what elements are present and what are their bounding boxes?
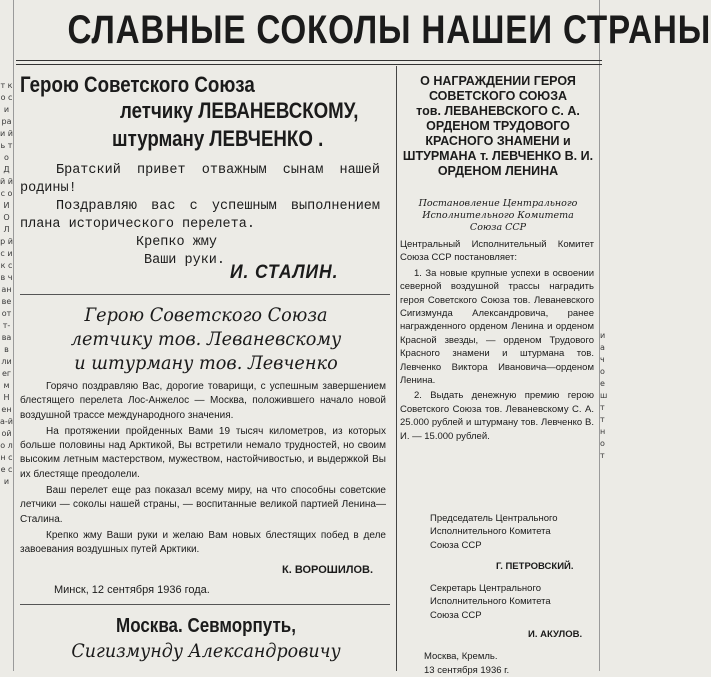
decree-body — [400, 238, 594, 445]
stalin-heading-line-1: Герою Советского Союза — [20, 72, 255, 97]
stalin-telegram-body — [20, 162, 380, 270]
stalin-paragraph: Братский привет отважным сынам нашей родины! — [20, 163, 380, 196]
chairman-title-line: Союза ССР — [430, 539, 482, 551]
voroshilov-paragraph: На протяжении пройденных Вами 19 тысяч километров, из которых больше половины над Арктикой, Вы встретили немало трудностей, но своим высоким летным мастерством, мужеством, настойчивостью, и выдержкой Вы их блестяще преодолели. — [20, 425, 386, 480]
decree-heading-line: О НАГРАЖДЕНИИ ГЕРОЯ — [420, 74, 576, 88]
page-headline: СЛАВНЫЕ СОКОЛЫ НАШЕИ СТРАНЫ — [67, 8, 711, 52]
secretary-title-line: Исполнительного Комитета — [430, 596, 551, 608]
decree-item: 1. За новые крупные успехи в освоении северной воздушной трассы наградить героя Советского Союза тов. Леваневского Сигизмунда Александровича, ранее награжденного орденом Ленина и орденом Красной звезды, — орденом Трудового Красного знамени и штурмана тов. Левченко Виктора Ивановича—орденом Ленина. — [400, 267, 594, 387]
secretary-title-line: Союза ССР — [430, 609, 482, 621]
voroshilov-heading-line-3: и штурману тов. Левченко — [74, 352, 338, 374]
decree-heading-line: ОРДЕНОМ ЛЕНИНА — [437, 164, 559, 178]
decree-item: 2. Выдать денежную премию герою Советского Союза тов. Леваневскому С. А. 25.000 рублей и штурману тов. Левченко В. И. — 15.000 рублей. — [400, 390, 594, 442]
voroshilov-paragraph: Горячо поздравляю Вас, дорогие товарищи, с успешным завершением блестящего перелета Лос-Анжелос — Москва, положившего начало новой воздушной трассе международного значения. — [20, 381, 386, 421]
decree-intro: Центральный Исполнительный Комитет Союза ССР постановляет: — [400, 239, 594, 264]
stalin-signature: И. СТАЛИН. — [230, 262, 339, 283]
bottom-heading-line-2: Сигизмунду Александровичу — [71, 640, 341, 662]
voroshilov-heading-line-1: Герою Советского Союза — [84, 304, 328, 326]
decree-heading-line: ШТУРМАНА т. ЛЕВЧЕНКО В. И. — [402, 149, 594, 163]
secretary-title — [430, 582, 551, 622]
voroshilov-date: Минск, 12 сентября 1936 года. — [54, 584, 210, 596]
decree-place: Москва, Кремль. — [424, 651, 498, 662]
secretary-title-line: Секретарь Центрального — [430, 583, 541, 594]
voroshilov-paragraph: Ваш перелет еще раз показал всему миру, на что способны советские летчики — соколы нашей страны, — воспитанные великой партией Ленина—Сталина. — [20, 485, 386, 525]
column-divider — [396, 66, 397, 671]
decree-heading-line: ОРДЕНОМ ТРУДОВОГО — [426, 119, 570, 133]
headline-rule — [16, 60, 602, 65]
stalin-heading-line-2: летчику ЛЕВАНЕВСКОМУ, — [120, 98, 359, 123]
decree-subheading-line: Исполнительного Комитета — [422, 210, 574, 221]
chairman-title-line: Исполнительного Комитета — [430, 526, 551, 538]
voroshilov-paragraph: Крепко жму Ваши руки и желаю Вам новых блестящих побед в деле завоевания воздушных путей Арктики. — [20, 529, 386, 556]
bottom-heading-line-1: Москва. Севморпуть, — [116, 615, 296, 637]
stalin-closing-2: Ваши руки. — [144, 253, 226, 268]
secretary-signature: И. АКУЛОВ. — [528, 629, 583, 640]
chairman-title-line: Председатель Центрального — [430, 513, 558, 524]
chairman-signature: Г. ПЕТРОВСКИЙ. — [496, 561, 574, 572]
decree-heading-line: КРАСНОГО ЗНАМЕНИ и — [425, 134, 571, 148]
decree-heading-line: тов. ЛЕВАНЕВСКОГО С. А. — [416, 104, 580, 118]
voroshilov-telegram-body — [20, 380, 386, 560]
decree-date: 13 сентября 1936 г. — [424, 665, 510, 676]
decree-heading-line: СОВЕТСКОГО СОЮЗА — [428, 89, 568, 103]
decree-subheading-line: Постановление Центрального — [418, 198, 578, 209]
chairman-title — [430, 512, 558, 552]
decree-subheading — [400, 198, 596, 234]
section-divider — [20, 604, 390, 605]
decree-heading — [400, 74, 596, 179]
voroshilov-heading-line-2: летчику тов. Леваневскому — [70, 328, 342, 350]
stalin-paragraph: Поздравляю вас с успешным выполнением плана исторического перелета. — [20, 199, 380, 232]
section-divider — [20, 294, 390, 295]
left-torn-column-fragment: т к о с и ра и й ь т о Д й й с о И О Л р й с и к с в ч ан ве от т-ва в ли ег м Н ен а-й ой о л н с е с и — [0, 0, 14, 671]
decree-subheading-line: Союза ССР — [469, 222, 527, 233]
voroshilov-signature: К. ВОРОШИЛОВ. — [282, 564, 374, 576]
right-torn-column-fragment: и а ч о е ш т т н о т — [599, 0, 607, 671]
stalin-closing-1: Крепко жму — [136, 235, 218, 250]
stalin-heading-line-3: штурману ЛЕВЧЕНКО . — [112, 126, 324, 151]
